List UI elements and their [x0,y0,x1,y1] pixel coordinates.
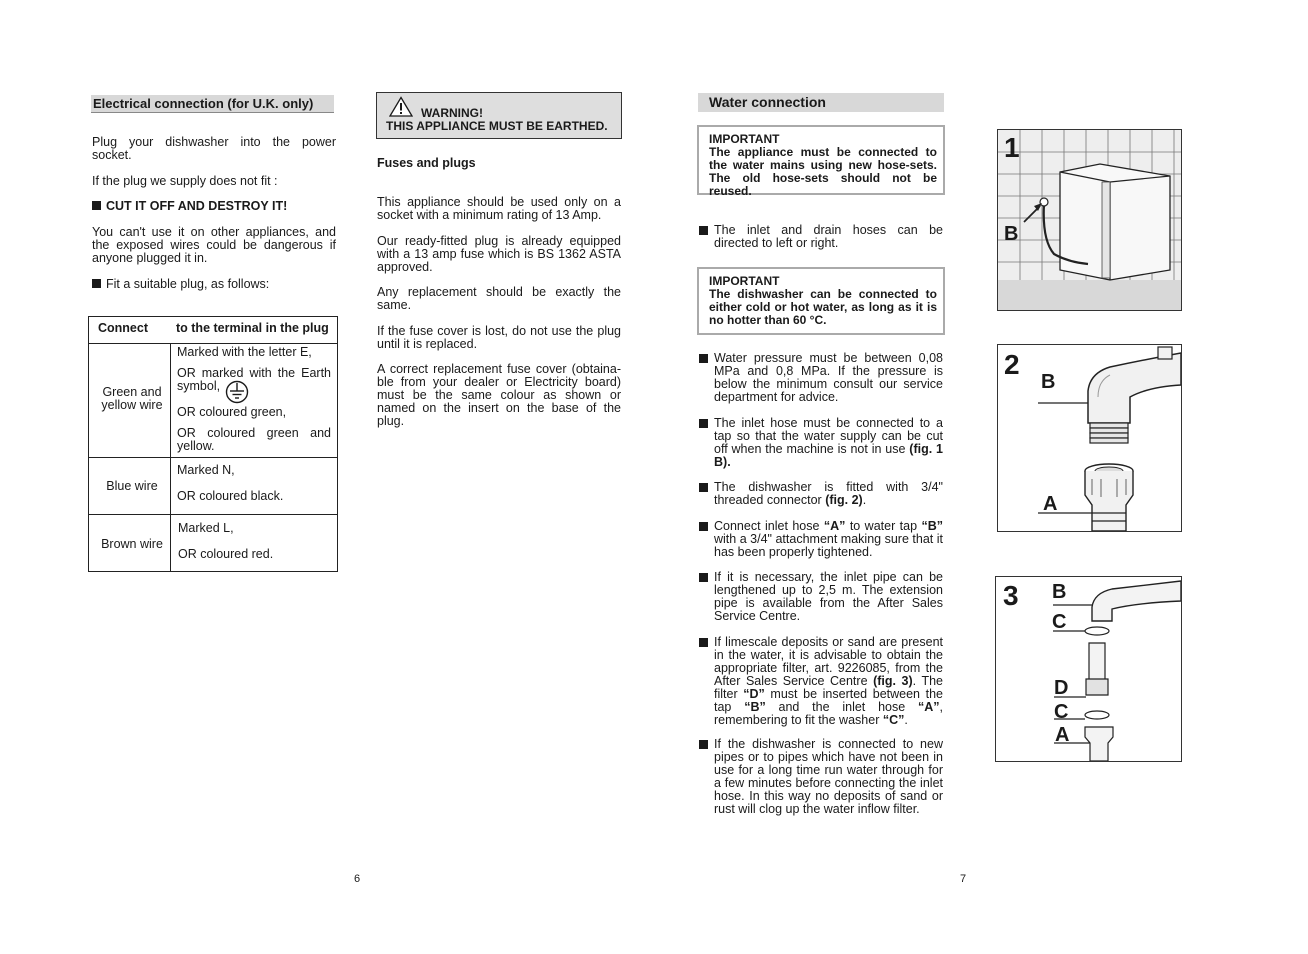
table-header-connect: Connect [98,321,148,335]
blue-cell-1: Marked N, [177,463,235,477]
green-wire-label: Green and yellow wire [101,385,163,412]
figure-2-tap-connector-illustration [997,344,1182,532]
tap-and-connector-illustration [998,345,1181,531]
blue-cell-2: OR coloured black. [177,489,284,503]
brown-cell-2: OR coloured red. [178,547,274,561]
figure-3-label-b: B [1052,581,1067,603]
green-cell-2: OR marked with the Earth symbol, [177,366,331,393]
warning-text: THIS APPLIANCE MUST BE EARTHED. [386,119,608,133]
fuses-heading: Fuses and plugs [377,156,476,170]
page-number-left: 6 [354,873,361,885]
bullet-connector: The dishwasher is fitted with 3/4" threaded connector (fig. 2). [699,481,943,507]
plug-not-fit-paragraph: If the plug we supply does not fit : [92,174,278,188]
bullet-pressure: Water pressure must be between 0,08 MPa and 0,8 MPa. If the pressure is below the minimum consult our service department for advice. [699,352,943,404]
important-text-1: The appliance must be connected to the water mains using new hose-sets. The old hose-sets should not be reused. [709,145,937,198]
bullet-square-icon [699,638,708,647]
figure-2-number: 2 [1004,349,1020,380]
fuses-paragraph-3: Any replacement should be exactly the same. [377,285,621,312]
figure-1-dishwasher-illustration [997,129,1182,311]
figure-3-number: 3 [1003,580,1019,611]
bullet-square-icon [699,573,708,582]
bullet-new-pipes: If the dishwasher is connected to new pipes or to pipes which have not been in use for a long time run water through for a few minutes before connecting the inlet hose. In this way no deposits of sand or rust will clog up the water inflow filter. [699,738,943,816]
bullet-square-icon [699,354,708,363]
table-row [89,343,337,458]
figure-1-number: 1 [1004,132,1020,163]
bullet-square-icon [92,201,101,210]
important-title-1: IMPORTANT [709,132,780,146]
electrical-heading: Electrical connection (for U.K. only) [91,95,334,113]
bullet-square-icon [92,279,101,288]
figure-3-label-c-bottom: C [1054,701,1069,723]
figure-3-label-d: D [1054,677,1069,699]
green-cell-1: Marked with the letter E, [177,345,312,359]
bullet-extension: If it is necessary, the inlet pipe can be lengthened up to 2,5 m. The extension pipe is available from the After Sales Service Centre. [699,571,943,623]
cut-off-warning: CUT IT OFF AND DESTROY IT! [92,200,336,213]
fuses-paragraph-1: This appliance should be used only on a socket with a minimum rating of 13 Amp. [377,195,621,222]
page-number-right: 7 [960,873,967,885]
important-box-1 [697,125,945,198]
bullet-hoses: The inlet and drain hoses can be directed to left or right. [699,224,943,250]
figure-3-label-a: A [1055,724,1070,746]
table-row [89,515,337,571]
bullet-connect-hose: Connect inlet hose “A” to water tap “B” with a 3/4" attachment making sure that it has been properly tightened. [699,520,943,559]
figure-2-label-b: B [1041,371,1056,393]
figure-3-label-c-top: C [1052,611,1067,633]
fuses-paragraph-5: A correct replacement fuse cover (obtaina-ble from your dealer or Electricity board) must be the same colour as shown or named on the insert on the base of the plug. [377,362,621,428]
figure-1-label-b: B [1004,223,1019,245]
fuses-paragraph-4: If the fuse cover is lost, do not use the plug until it is replaced. [377,324,621,351]
water-connection-heading: Water connection [698,93,944,112]
important-title-2: IMPORTANT [709,274,780,288]
figure-2-label-a: A [1043,493,1058,515]
important-box-2 [697,267,945,335]
table-row [89,458,337,515]
bullet-limescale: If limescale deposits or sand are present in the water, it is advisable to obtain the appropriate filter, art. 9226085, from the After Sales Service Centre (fig. 3). The filter “D” must be inserted between the tap “B” and the inlet hose “A”, remembering to fit the washer “C”. [699,636,943,727]
bullet-square-icon [699,226,708,235]
fit-plug-paragraph: Fit a suitable plug, as follows: [92,278,336,291]
warning-title: WARNING! [421,106,483,120]
table-header-terminal: to the terminal in the plug [176,321,329,335]
green-cell-4: OR coloured green and yellow. [177,426,331,453]
danger-paragraph: You can't use it on other appliances, and the exposed wires could be dangerous if anyone plugged it in. [92,225,336,265]
warning-box [376,92,622,139]
figure-3-filter-illustration [995,576,1182,762]
warning-triangle-icon [389,96,413,117]
brown-wire-label: Brown wire [101,537,163,551]
important-text-2: The dishwasher can be connected to either cold or hot water, as long as it is no hotter than 60 °C. [709,287,937,327]
bullet-square-icon [699,419,708,428]
bullet-square-icon [699,740,708,749]
fuses-paragraph-2: Our ready-fitted plug is already equipped with a 13 amp fuse which is BS 1362 ASTA approved. [377,234,621,274]
earth-symbol-icon [225,380,249,404]
plug-paragraph: Plug your dishwasher into the power socket. [92,135,336,162]
wiring-table [88,316,338,572]
bullet-square-icon [699,483,708,492]
tiled-wall-illustration [998,130,1181,310]
bullet-inlet-hose: The inlet hose must be connected to a tap so that the water supply can be cut off when the machine is not in use (fig. 1 B). [699,417,943,469]
brown-cell-1: Marked L, [178,521,234,535]
bullet-square-icon [699,522,708,531]
tap-filter-hose-illustration [996,577,1181,761]
table-header-row [89,317,337,344]
green-cell-3: OR coloured green, [177,405,287,419]
blue-wire-label: Blue wire [106,479,158,493]
